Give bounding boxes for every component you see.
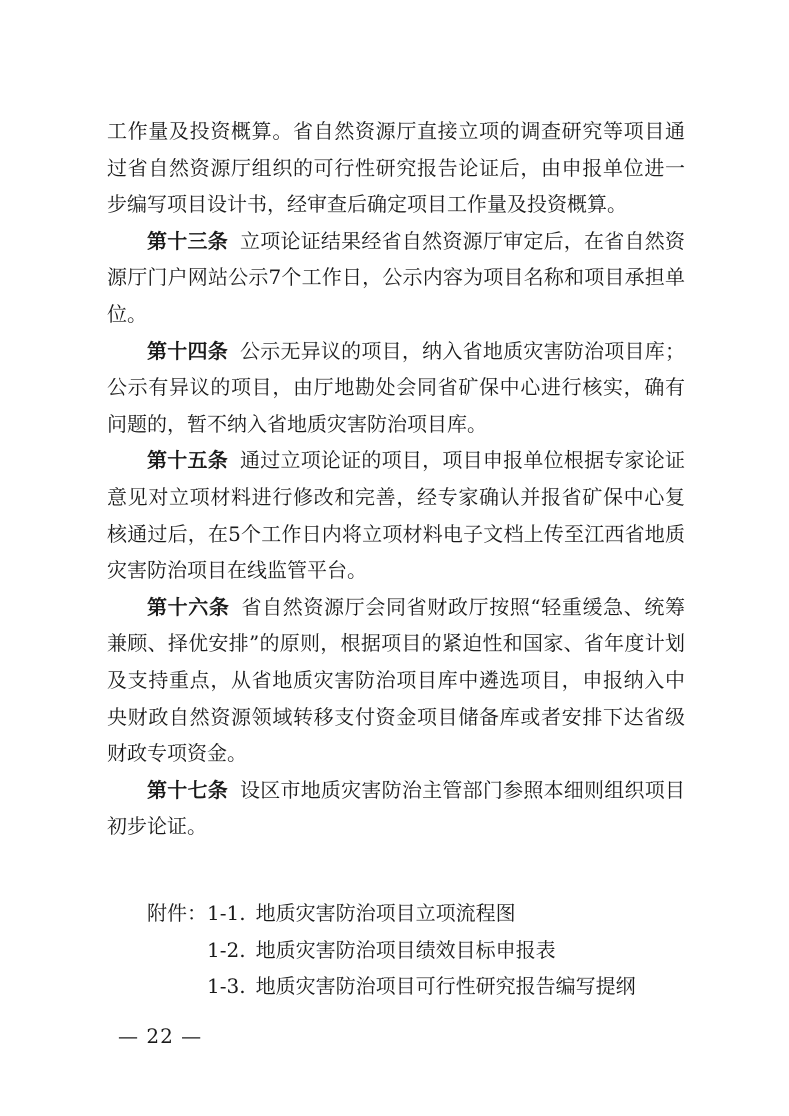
attachment-code: 1-2.	[207, 937, 246, 962]
paragraph-text: 设区市地质灾害防治主管部门参照本细则组织项目初步论证。	[107, 777, 686, 839]
attachment-code: 1-1.	[207, 901, 246, 925]
article-15	[107, 442, 685, 588]
article-heading: 第十五条	[147, 448, 228, 473]
attachment-item	[147, 895, 707, 932]
paragraph-text: 公示无异议的项目，纳入省地质灾害防治项目库；公示有异议的项目，由厅地勘处会同省矿保中心进行核实，确有问题的，暂不纳入省地质灾害防治项目库。	[107, 338, 686, 436]
paragraph-text: 工作量及投资概算。省自然资源厅直接立项的调查研究等项目通过省自然资源厅组织的可行性研究报告论证后，由申报单位进一步编写项目设计书，经审查后确定项目工作量及投资概算。	[107, 119, 685, 217]
article-16	[107, 589, 685, 772]
article-heading: 第十三条	[147, 228, 228, 253]
attachment-item	[147, 932, 707, 969]
article-heading: 第十六条	[147, 594, 230, 619]
article-14	[107, 333, 685, 443]
attachment-title: 地质灾害防治项目绩效目标申报表	[255, 937, 556, 962]
paragraph-text: 省自然资源厅会同省财政厅按照“轻重缓急、统筹兼顾、择优安排”的原则，根据项目的紧迫性和国家、省年度计划及支持重点，从省地质灾害防治项目库中遴选项目，申报纳入中央财政自然资源领域转移支付资金项目储备库或者安排下达省级财政专项资金。	[107, 594, 685, 766]
page-number: — 22 —	[118, 1024, 203, 1048]
paragraph-text: 通过立项论证的项目，项目申报单位根据专家论证意见对立项材料进行修改和完善，经专家确认并报省矿保中心复核通过后，在5个工作日内将立项材料电子文档上传至江西省地质灾害防治项目在线监管平台。	[107, 448, 686, 583]
attachment-item	[147, 968, 707, 1005]
attachment-code: 1-3.	[207, 974, 246, 998]
article-heading: 第十七条	[147, 777, 228, 802]
attachment-title: 地质灾害防治项目立项流程图	[255, 901, 516, 925]
paragraph-text: 立项论证结果经省自然资源厅审定后，在省自然资源厅门户网站公示7个工作日，公示内容为项目名称和项目承担单位。	[107, 228, 686, 326]
article-13	[107, 223, 685, 333]
article-heading: 第十四条	[147, 338, 228, 363]
attachments-list	[147, 895, 707, 1005]
paragraph-continuation	[107, 113, 685, 223]
attachment-title: 地质灾害防治项目可行性研究报告编写提纲	[255, 974, 636, 998]
article-17	[107, 772, 685, 845]
attachments-label: 附件：	[147, 901, 207, 925]
body-text	[107, 113, 685, 845]
